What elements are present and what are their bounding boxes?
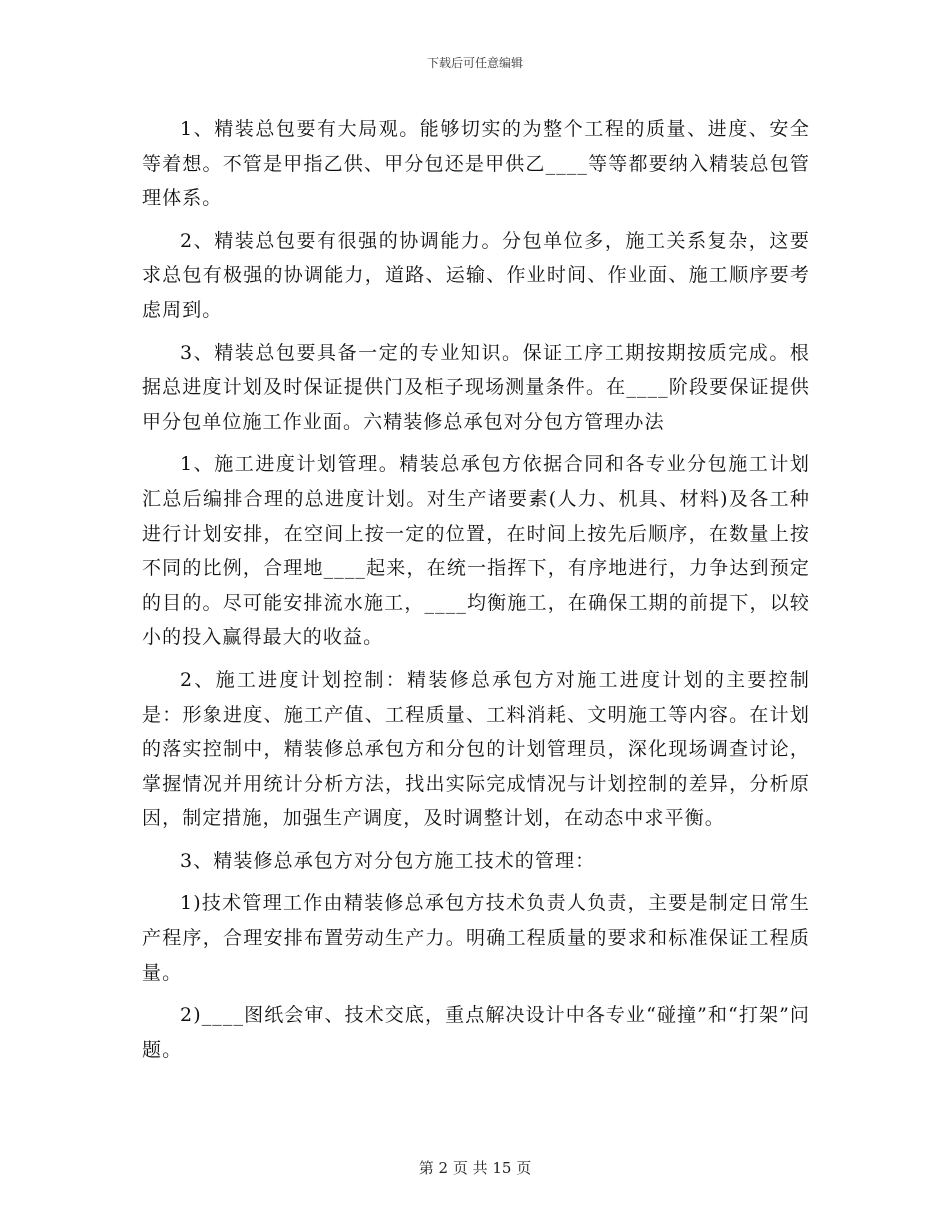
paragraph-3: 3、精装总包要具备一定的专业知识。保证工序工期按期按质完成。根据总进度计划及时保证提供门及柜子现场测量条件。在____阶段要保证提供甲分包单位施工作业面。六精装修总承包对分包方管理办法 [142, 341, 810, 433]
page-header: 下载后可任意编辑 [426, 56, 523, 70]
paragraph-2: 2、精装总包要有很强的协调能力。分包单位多，施工关系复杂，这要求总包有极强的协调能力，道路、运输、作业时间、作业面、施工顺序要考虑周到。 [142, 229, 810, 321]
paragraph-6: 3、精装修总承包方对分包方施工技术的管理： [180, 849, 596, 872]
paragraph-4: 1、施工进度计划管理。精装总承包方依据合同和各专业分包施工计划汇总后编排合理的总进度计划。对生产诸要素(人力、机具、材料)及各工种进行计划安排，在空间上按一定的位置，在时间上按先后顺序，在数量上按不同的比例，合理地____起来，在统一指挥下，有序地进行，力争达到预定的目的。尽可能安排流水施工，____均衡施工，在确保工期的前提下，以较小的投入赢得最大的收益。 [142, 453, 810, 649]
paragraph-1: 1、精装总包要有大局观。能够切实的为整个工程的质量、进度、安全等着想。不管是甲指乙供、甲分包还是甲供乙____等等都要纳入精装总包管理体系。 [142, 118, 810, 210]
paragraph-8: 2)____图纸会审、技术交底，重点解决设计中各专业“碰撞”和“打架”问题。 [142, 1004, 810, 1061]
paragraph-7: 1)技术管理工作由精装修总承包方技术负责人负责，主要是制定日常生产程序，合理安排布置劳动生产力。明确工程质量的要求和标准保证工程质量。 [142, 892, 810, 984]
page-number: 第 2 页 共 15 页 [418, 1159, 532, 1177]
document-body [142, 112, 810, 1075]
paragraph-5: 2、施工进度计划控制：精装修总承包方对施工进度计划的主要控制是：形象进度、施工产值、工程质量、工料消耗、文明施工等内容。在计划的落实控制中，精装修总承包方和分包的计划管理员，深化现场调查讨论，掌握情况并用统计分析方法，找出实际完成情况与计划控制的差异，分析原因，制定措施，加强生产调度，及时调整计划，在动态中求平衡。 [142, 668, 810, 830]
